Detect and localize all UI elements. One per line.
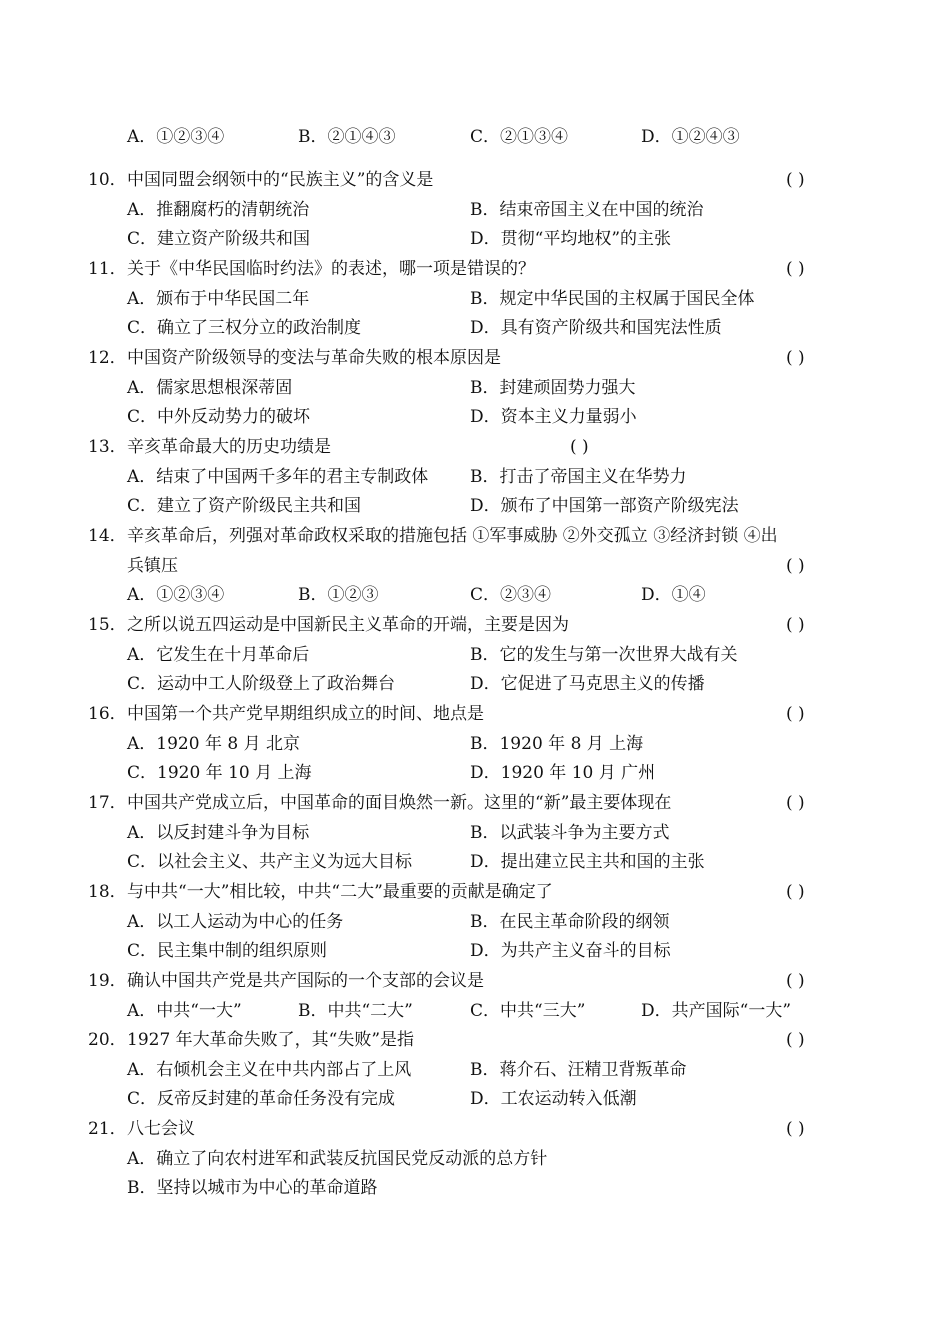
question-number: 10． bbox=[88, 170, 127, 190]
option-a: A．以工人运动为中心的任务 bbox=[127, 912, 344, 932]
option-a: A．推翻腐朽的清朝统治 bbox=[127, 200, 310, 220]
option-c: C．建立资产阶级共和国 bbox=[127, 229, 311, 249]
question-15 bbox=[0, 610, 950, 640]
option-a: A．它发生在十月革命后 bbox=[127, 645, 310, 665]
question-18 bbox=[0, 877, 950, 907]
option-c: C．②①③④ bbox=[470, 127, 569, 147]
option-d: D．①④ bbox=[641, 585, 706, 605]
option-a: A．中共“一大” bbox=[127, 1001, 242, 1021]
option-a: A．①②③④ bbox=[127, 585, 225, 605]
option-c: C．以社会主义、共产主义为远大目标 bbox=[127, 852, 413, 872]
option-b: B．蒋介石、汪精卫背叛革命 bbox=[470, 1060, 687, 1080]
question-18-options-row1 bbox=[0, 907, 950, 937]
question-20-options-row2 bbox=[0, 1084, 950, 1114]
question-11 bbox=[0, 254, 950, 284]
option-d: D．共产国际“一大” bbox=[641, 1001, 792, 1021]
option-b: B．②①④③ bbox=[298, 127, 396, 147]
question-number: 21． bbox=[88, 1119, 127, 1139]
question-20-options-row1 bbox=[0, 1055, 950, 1085]
question-16-options-row2 bbox=[0, 758, 950, 788]
option-a: A．1920 年 8 月 北京 bbox=[127, 734, 300, 754]
question-stem: 中国资产阶级领导的变法与革命失败的根本原因是 bbox=[127, 348, 501, 368]
option-b: B．中共“二大” bbox=[298, 1001, 413, 1021]
answer-bracket: ( ) bbox=[786, 556, 805, 576]
question-12-options-row2 bbox=[0, 402, 950, 432]
question-21-option-b-row bbox=[0, 1173, 950, 1203]
question-18-options-row2 bbox=[0, 936, 950, 966]
question-stem: 中国同盟会纲领中的“民族主义”的含义是 bbox=[127, 170, 434, 190]
question-number: 16． bbox=[88, 704, 127, 724]
option-b: B．封建顽固势力强大 bbox=[470, 378, 636, 398]
question-stem: 八七会议 bbox=[127, 1119, 195, 1139]
question-15-options-row2 bbox=[0, 669, 950, 699]
option-d: D．贯彻“平均地权”的主张 bbox=[470, 229, 672, 249]
question-number: 18． bbox=[88, 882, 127, 902]
question-21 bbox=[0, 1114, 950, 1144]
answer-bracket: ( ) bbox=[786, 1030, 805, 1050]
question-stem: 辛亥革命最大的历史功绩是 bbox=[127, 437, 331, 457]
option-b: B．结束帝国主义在中国的统治 bbox=[470, 200, 704, 220]
question-10 bbox=[0, 165, 950, 195]
answer-bracket: ( ) bbox=[786, 1119, 805, 1139]
question-number: 20． bbox=[88, 1030, 127, 1050]
answer-bracket: ( ) bbox=[786, 170, 805, 190]
question-stem: 关于《中华民国临时约法》的表述，哪一项是错误的？ bbox=[127, 259, 535, 279]
option-b: B．以武装斗争为主要方式 bbox=[470, 823, 670, 843]
question-10-options-row2 bbox=[0, 224, 950, 254]
option-b: B．1920 年 8 月 上海 bbox=[470, 734, 644, 754]
question-17-options-row1 bbox=[0, 818, 950, 848]
question-number: 17． bbox=[88, 793, 127, 813]
question-17 bbox=[0, 788, 950, 818]
question-stem: 确认中国共产党是共产国际的一个支部的会议是 bbox=[127, 971, 484, 991]
option-d: D．资本主义力量弱小 bbox=[470, 407, 637, 427]
question-number: 11． bbox=[88, 259, 127, 279]
option-a: A．颁布于中华民国二年 bbox=[127, 289, 310, 309]
option-c: C．建立了资产阶级民主共和国 bbox=[127, 496, 362, 516]
option-c: C．中共“三大” bbox=[470, 1001, 586, 1021]
question-13-options-row1 bbox=[0, 462, 950, 492]
option-b: B．①②③ bbox=[298, 585, 379, 605]
option-d: D．具有资产阶级共和国宪法性质 bbox=[470, 318, 722, 338]
question-number: 12． bbox=[88, 348, 127, 368]
option-a: A．儒家思想根深蒂固 bbox=[127, 378, 293, 398]
option-a: A．确立了向农村进军和武装反抗国民党反动派的总方针 bbox=[127, 1149, 548, 1169]
answer-bracket: ( ) bbox=[786, 793, 805, 813]
question-16 bbox=[0, 699, 950, 729]
question-stem: 1927 年大革命失败了，其“失败”是指 bbox=[127, 1030, 415, 1050]
question-number: 15． bbox=[88, 615, 127, 635]
question-stem: 辛亥革命后，列强对革命政权采取的措施包括 ①军事威胁 ②外交孤立 ③经济封锁 ④出 bbox=[127, 526, 778, 546]
option-b: B．在民主革命阶段的纲领 bbox=[470, 912, 670, 932]
answer-bracket: ( ) bbox=[786, 971, 805, 991]
question-12 bbox=[0, 343, 950, 373]
question-number: 14． bbox=[88, 526, 127, 546]
answer-bracket: ( ) bbox=[786, 259, 805, 279]
option-d: D．它促进了马克思主义的传播 bbox=[470, 674, 705, 694]
option-b: B．打击了帝国主义在华势力 bbox=[470, 467, 687, 487]
answer-bracket: ( ) bbox=[786, 615, 805, 635]
question-number: 13． bbox=[88, 437, 127, 457]
option-c: C．中外反动势力的破坏 bbox=[127, 407, 311, 427]
option-b: B．它的发生与第一次世界大战有关 bbox=[470, 645, 738, 665]
question-stem: 中国共产党成立后，中国革命的面目焕然一新。这里的“新”最主要体现在 bbox=[127, 793, 672, 813]
question-19 bbox=[0, 966, 950, 996]
option-c: C．民主集中制的组织原则 bbox=[127, 941, 328, 961]
answer-bracket: ( ) bbox=[786, 704, 805, 724]
question-16-options-row1 bbox=[0, 729, 950, 759]
question-stem: 与中共“一大”相比较，中共“二大”最重要的贡献是确定了 bbox=[127, 882, 553, 902]
option-c: C．确立了三权分立的政治制度 bbox=[127, 318, 362, 338]
option-d: D．工农运动转入低潮 bbox=[470, 1089, 637, 1109]
question-13 bbox=[0, 432, 950, 462]
option-d: D．1920 年 10 月 广州 bbox=[470, 763, 656, 783]
question-14 bbox=[0, 521, 950, 551]
question-15-options-row1 bbox=[0, 640, 950, 670]
option-d: D．为共产主义奋斗的目标 bbox=[470, 941, 671, 961]
option-c: C．1920 年 10 月 上海 bbox=[127, 763, 312, 783]
option-a: A．①②③④ bbox=[127, 127, 225, 147]
option-c: C．运动中工人阶级登上了政治舞台 bbox=[127, 674, 396, 694]
option-a: A．结束了中国两千多年的君主专制政体 bbox=[127, 467, 429, 487]
question-11-options-row2 bbox=[0, 313, 950, 343]
question-13-options-row2 bbox=[0, 491, 950, 521]
answer-bracket: ( ) bbox=[570, 437, 589, 457]
question-11-options-row1 bbox=[0, 284, 950, 314]
question-10-options-row1 bbox=[0, 195, 950, 225]
option-b: B．坚持以城市为中心的革命道路 bbox=[127, 1178, 378, 1198]
question-17-options-row2 bbox=[0, 847, 950, 877]
question-number: 19． bbox=[88, 971, 127, 991]
question-stem: 之所以说五四运动是中国新民主义革命的开端，主要是因为 bbox=[127, 615, 569, 635]
option-a: A．以反封建斗争为目标 bbox=[127, 823, 310, 843]
option-b: B．规定中华民国的主权属于国民全体 bbox=[470, 289, 755, 309]
option-c: C．反帝反封建的革命任务没有完成 bbox=[127, 1089, 396, 1109]
option-d: D．提出建立民主共和国的主张 bbox=[470, 852, 705, 872]
question-9-options bbox=[0, 122, 950, 152]
question-14-stem-continued bbox=[0, 551, 950, 581]
question-21-option-a-row bbox=[0, 1144, 950, 1174]
answer-bracket: ( ) bbox=[786, 348, 805, 368]
question-19-options bbox=[0, 996, 950, 1026]
question-14-options bbox=[0, 580, 950, 610]
option-d: D．①②④③ bbox=[641, 127, 740, 147]
option-d: D．颁布了中国第一部资产阶级宪法 bbox=[470, 496, 739, 516]
question-stem: 中国第一个共产党早期组织成立的时间、地点是 bbox=[127, 704, 484, 724]
answer-bracket: ( ) bbox=[786, 882, 805, 902]
question-stem-continued: 兵镇压 bbox=[127, 556, 178, 576]
question-12-options-row1 bbox=[0, 373, 950, 403]
option-c: C．②③④ bbox=[470, 585, 552, 605]
question-20 bbox=[0, 1025, 950, 1055]
option-a: A．右倾机会主义在中共内部占了上风 bbox=[127, 1060, 412, 1080]
